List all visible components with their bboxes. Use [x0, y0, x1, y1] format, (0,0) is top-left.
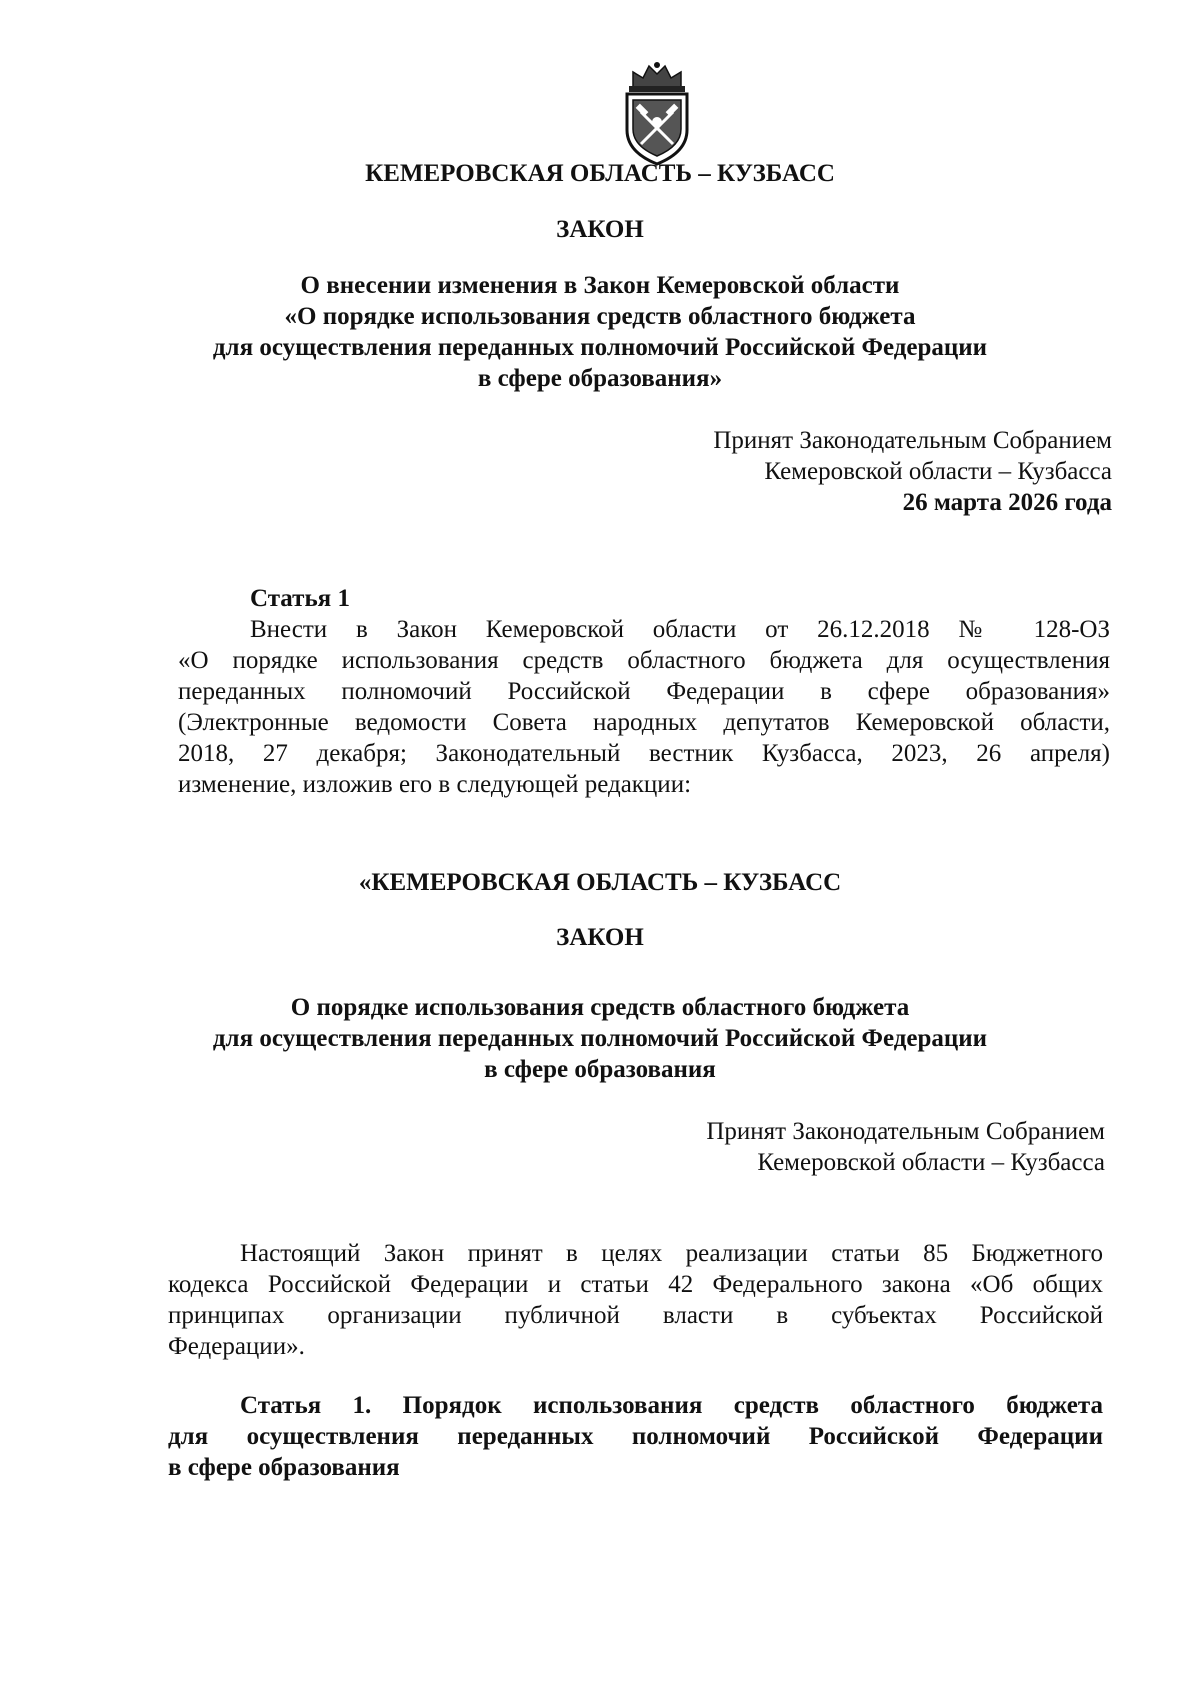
- article-1-line: Внести в Закон Кемеровской области от 26.12.2018 № 128-ОЗ: [250, 616, 1110, 643]
- adoption-line: Принят Законодательным Собранием: [713, 427, 1112, 454]
- adoption-line: Кемеровской области – Кузбасса: [757, 1149, 1105, 1176]
- new-law-article-1-heading: [168, 1390, 1103, 1483]
- law-title-line: для осуществления переданных полномочий Российской Федерации: [212, 334, 988, 361]
- new-law-adoption-block: [706, 1116, 1105, 1178]
- coat-of-arms-icon: [617, 60, 697, 166]
- article-1-line: переданных полномочий Российской Федерации в сфере образования»: [178, 678, 1110, 705]
- article-1-heading: Статья 1: [250, 585, 350, 612]
- article-1-line: изменение, изложив его в следующей редакции:: [178, 771, 692, 798]
- adoption-date: 26 марта 2026 года: [902, 489, 1112, 516]
- new-law-title-line: для осуществления переданных полномочий Российской Федерации: [212, 1025, 988, 1052]
- new-law-region-heading: «КЕМЕРОВСКАЯ ОБЛАСТЬ – КУЗБАСС: [358, 869, 842, 896]
- new-law-title-line: О порядке использования средств областного бюджета: [290, 994, 910, 1021]
- article-1-line: (Электронные ведомости Совета народных депутатов Кемеровской области,: [178, 709, 1110, 736]
- law-title-line: в сфере образования»: [477, 365, 723, 392]
- law-title-line: О внесении изменения в Закон Кемеровской области: [300, 272, 900, 299]
- new-law-title-line: в сфере образования: [484, 1056, 716, 1083]
- preamble-line: Федерации».: [168, 1333, 305, 1360]
- law-type-heading: ЗАКОН: [556, 216, 644, 243]
- law-title-line: «О порядке использования средств областного бюджета: [284, 303, 916, 330]
- preamble-line: принципах организации публичной власти в субъектах Российской: [168, 1302, 1103, 1329]
- article-heading-line: в сфере образования: [168, 1454, 400, 1481]
- law-title: [150, 270, 1050, 394]
- preamble-text: [168, 1238, 1103, 1362]
- adoption-line: Принят Законодательным Собранием: [706, 1118, 1105, 1145]
- preamble-line: Настоящий Закон принят в целях реализации статьи 85 Бюджетного: [240, 1240, 1103, 1267]
- region-heading: КЕМЕРОВСКАЯ ОБЛАСТЬ – КУЗБАСС: [365, 160, 835, 187]
- article-heading-line: для осуществления переданных полномочий Российской Федерации: [168, 1423, 1103, 1450]
- adoption-line: Кемеровской области – Кузбасса: [764, 458, 1112, 485]
- preamble-line: кодекса Российской Федерации и статьи 42 Федерального закона «Об общих: [168, 1271, 1103, 1298]
- new-law-title: [150, 992, 1050, 1085]
- article-1-line: «О порядке использования средств областного бюджета для осуществления: [178, 647, 1110, 674]
- adoption-block: [713, 425, 1112, 518]
- article-heading-line: Статья 1. Порядок использования средств областного бюджета: [240, 1392, 1103, 1419]
- article-1-text: [178, 614, 1110, 800]
- article-1-line: 2018, 27 декабря; Законодательный вестник Кузбасса, 2023, 26 апреля): [178, 740, 1110, 767]
- new-law-type-heading: ЗАКОН: [556, 924, 644, 951]
